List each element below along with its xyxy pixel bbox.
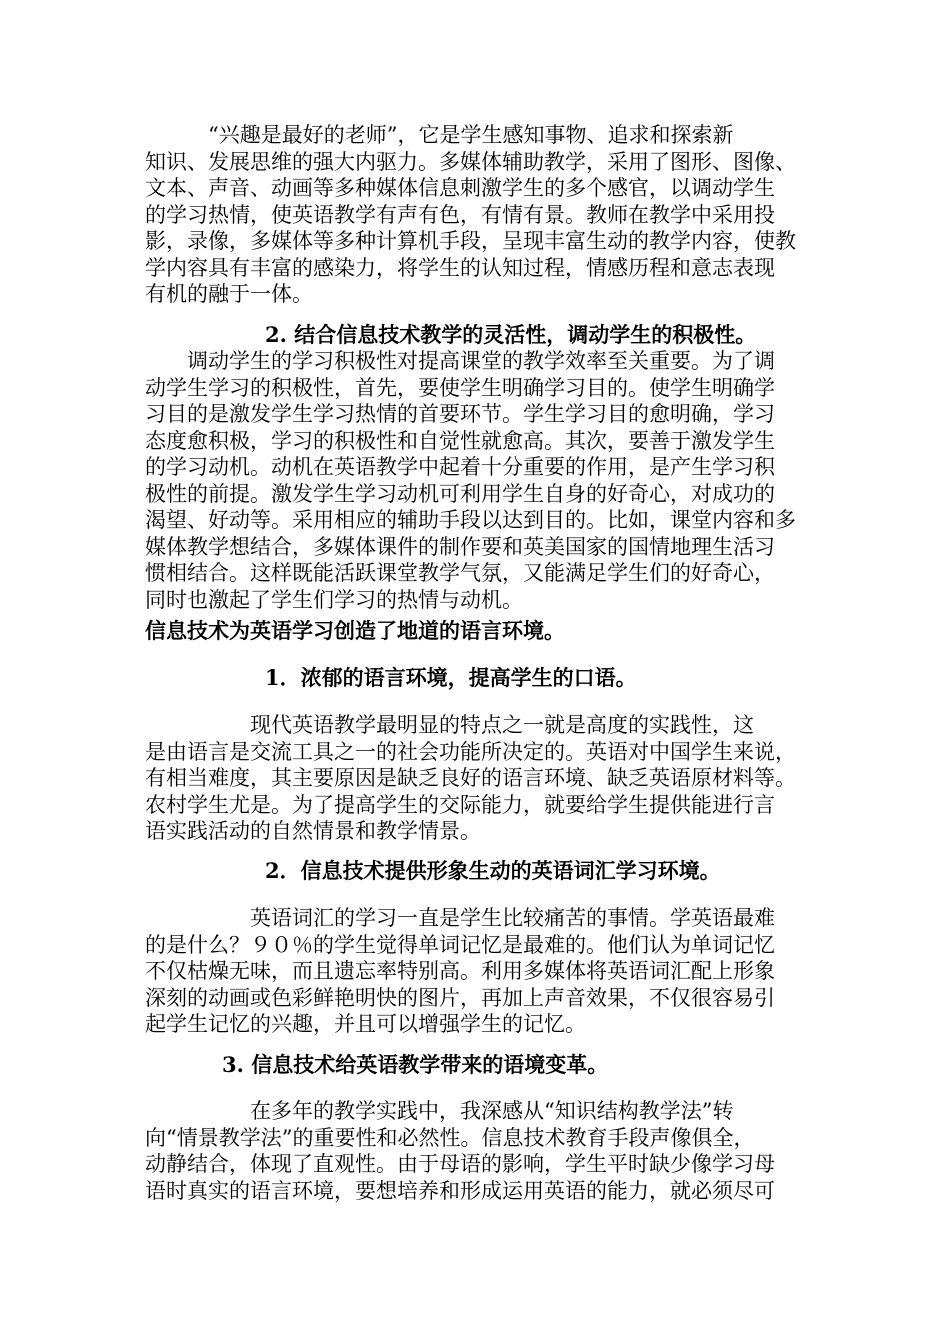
text-line: 向“情景教学法”的重要性和必然性。信息技术教育手段声像俱全， [145,1125,755,1150]
text-line: 是由语言是交流工具之一的社会功能所决定的。英语对中国学生来说， [145,739,796,764]
text-line: 有机的融于一体。 [145,282,313,306]
text-line: 调动学生的学习积极性对提高课堂的教学效率至关重要。为了调 [145,349,775,373]
text-line: 习目的是激发学生学习热情的首要环节。学生学习目的愈明确，学习 [145,402,775,426]
text-line: 影，录像，多媒体等多种计算机手段，呈现丰富生动的教学内容，使教 [145,229,796,253]
text-line: 现代英语教学最明显的特点之一就是高度的实践性，这 [145,713,754,737]
section-heading-language-environment: 信息技术为英语学习创造了地道的语言环境。 [145,618,565,643]
paragraph-interest-teacher [145,122,805,308]
text-line: 的是什么？９０％的学生觉得单词记忆是最难的。他们认为单词记忆 [145,932,775,957]
text-line: 起学生记忆的兴趣，并且可以增强学生的记忆。 [145,1012,586,1036]
text-line: 学内容具有丰富的感染力，将学生的认知过程，情感历程和意志表现 [145,255,775,280]
heading-vocabulary-environment: 2．信息技术提供形象生动的英语词汇学习环境。 [265,858,721,883]
paragraph-situational-teaching [145,1098,805,1204]
text-line: 同时也激起了学生们学习的热情与动机。 [145,587,523,612]
text-line: 农村学生尤是。为了提高学生的交际能力，就要给学生提供能进行言 [145,792,775,817]
text-line: 的学习热情，使英语教学有声有色，有情有景。教师在教学中采用投 [145,202,775,227]
heading-flexibility: 2. 结合信息技术教学的灵活性，调动学生的积极性。 [265,322,757,347]
text-line: 语时真实的语言环境，要想培养和形成运用英语的能力，就必须尽可 [145,1178,775,1203]
text-line: 有相当难度，其主要原因是缺乏良好的语言环境、缺乏英语原材料等。 [145,766,796,790]
heading-oral-english: 1．浓郁的语言环境，提高学生的口语。 [265,665,637,690]
text-line: 语实践活动的自然情景和教学情景。 [145,819,481,843]
text-line: “兴趣是最好的老师”，它是学生感知事物、追求和探索新 [145,123,734,147]
text-line: 态度愈积极，学习的积极性和自觉性就愈高。其次，要善于激发学生 [145,428,775,453]
paragraph-practice [145,712,805,845]
text-line: 惯相结合。这样既能活跃课堂教学气氛，又能满足学生们的好奇心， [145,561,775,585]
text-line: 深刻的动画或色彩鲜艳明快的图片，再加上声音效果，不仅很容易引 [145,985,775,1010]
text-line: 英语词汇的学习一直是学生比较痛苦的事情。学英语最难 [145,906,775,930]
text-line: 渴望、好动等。采用相应的辅助手段以达到目的。比如，课堂内容和多 [145,508,796,532]
text-line: 在多年的教学实践中，我深感从“知识结构教学法”转 [145,1099,734,1123]
text-line: 文本、声音、动画等多种媒体信息刺激学生的多个感官，以调动学生 [145,176,775,200]
text-line: 动学生学习的积极性，首先，要使学生明确学习目的。使学生明确学 [145,375,775,400]
text-line: 动静结合，体现了直观性。由于母语的影响，学生平时缺少像学习母 [145,1152,775,1176]
paragraph-vocabulary [145,905,805,1038]
paragraph-motivation [145,348,805,613]
text-line: 的学习动机。动机在英语教学中起着十分重要的作用，是产生学习积 [145,455,775,479]
text-line: 知识、发展思维的强大内驱力。多媒体辅助教学，采用了图形、图像、 [145,149,796,174]
text-line: 媒体教学想结合，多媒体课件的制作要和英美国家的国情地理生活习 [145,534,775,559]
text-line: 极性的前提。激发学生学习动机可利用学生自身的好奇心，对成功的 [145,481,775,506]
text-line: 不仅枯燥无味，而且遗忘率特别高。利用多媒体将英语词汇配上形象 [145,959,775,983]
heading-context-change: 3. 信息技术给英语教学带来的语境变革。 [222,1052,609,1077]
